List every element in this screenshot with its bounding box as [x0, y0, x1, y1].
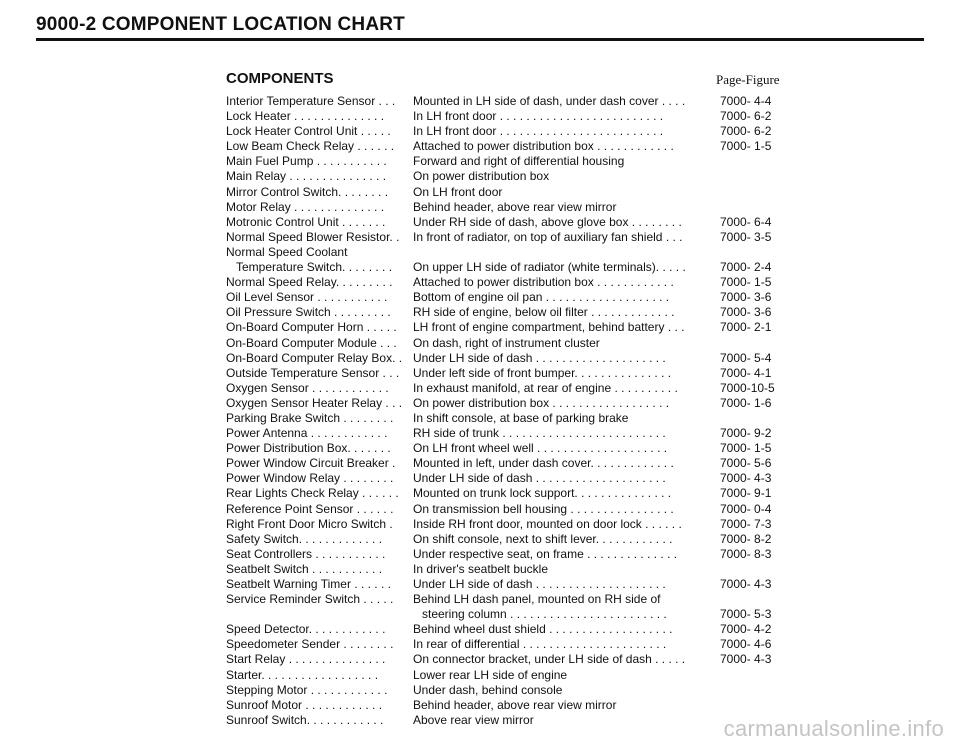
- table-row: [226, 109, 826, 124]
- page-figure-ref: 7000- 4-6: [720, 637, 772, 652]
- page-figure-ref: 7000- 4-1: [720, 365, 772, 380]
- table-row: [226, 215, 826, 230]
- page-figure-ref: 7000- 3-6: [720, 305, 772, 320]
- table-row: [226, 411, 826, 426]
- component-location: Mounted in left, under dash cover. . . . . . . . . . . . .: [413, 456, 674, 471]
- component-location: Mounted in LH side of dash, under dash cover . . . .: [413, 94, 686, 108]
- component-name: Motor Relay . . . . . . . . . . . . . .: [226, 199, 385, 214]
- table-row: [226, 577, 826, 592]
- page-figure-ref: 7000- 5-6: [720, 456, 772, 471]
- component-location: Under RH side of dash, above glove box . . . . . . . .: [413, 214, 682, 229]
- component-name: Main Relay . . . . . . . . . . . . . . .: [226, 169, 387, 184]
- component-location: In driver's seatbelt buckle: [413, 561, 549, 576]
- page-figure-ref: 7000- 4-2: [720, 622, 772, 637]
- page-figure-ref: 7000- 5-3: [720, 607, 772, 622]
- component-name: Mirror Control Switch. . . . . . . .: [226, 184, 389, 199]
- component-location: In LH front door . . . . . . . . . . . . . . . . . . . . . . . . .: [413, 124, 664, 139]
- table-row: [226, 200, 826, 215]
- component-location: On upper LH side of radiator (white terminals). . . . .: [413, 260, 686, 275]
- page-figure-ref: 7000- 0-4: [720, 501, 772, 516]
- component-name: Sunroof Motor . . . . . . . . . . . .: [226, 697, 383, 712]
- component-name: Parking Brake Switch . . . . . . . .: [226, 410, 394, 425]
- component-name: Seatbelt Warning Timer . . . . . .: [226, 577, 391, 591]
- component-name: Normal Speed Coolant: [226, 244, 348, 259]
- component-name: On-Board Computer Horn . . . . .: [226, 320, 397, 335]
- page-figure-ref: 7000- 1-5: [720, 441, 772, 456]
- page-figure-ref: 7000- 6-4: [720, 214, 772, 229]
- table-row: [226, 637, 826, 652]
- table-row: [226, 502, 826, 517]
- table-row: [226, 290, 826, 305]
- component-location: Under LH side of dash . . . . . . . . . . . . . . . . . . . .: [413, 577, 666, 591]
- component-location: Forward and right of differential housing: [413, 154, 625, 169]
- component-location: On LH front wheel well . . . . . . . . . . . . . . . . . . . .: [413, 441, 668, 456]
- table-row: [226, 683, 826, 698]
- component-name: Speed Detector. . . . . . . . . . . .: [226, 622, 386, 637]
- component-name: Service Reminder Switch . . . . .: [226, 592, 394, 607]
- page-figure-ref: 7000-10-5: [720, 380, 775, 395]
- table-row: [226, 230, 826, 245]
- table-row: [226, 607, 826, 622]
- page-figure-ref: 7000- 4-3: [720, 577, 772, 591]
- page-figure-ref: 7000- 9-1: [720, 486, 772, 501]
- page-figure-ref: 7000- 8-3: [720, 546, 772, 561]
- component-name: Power Window Circuit Breaker .: [226, 456, 396, 471]
- table-row: [226, 562, 826, 577]
- component-name: Sunroof Switch. . . . . . . . . . . .: [226, 712, 384, 727]
- component-name: Low Beam Check Relay . . . . . .: [226, 139, 395, 154]
- page-figure-ref: 7000- 4-3: [720, 652, 772, 667]
- component-location: On LH front door: [413, 184, 503, 199]
- page-figure-ref: 7000- 7-3: [720, 516, 772, 531]
- table-row: [226, 305, 826, 320]
- component-location: Behind LH dash panel, mounted on RH side of: [413, 592, 661, 607]
- table-row: [226, 426, 826, 441]
- component-name: Power Distribution Box. . . . . . .: [226, 441, 391, 456]
- component-name: Interior Temperature Sensor . . .: [226, 94, 396, 108]
- component-name: Oxygen Sensor . . . . . . . . . . . .: [226, 380, 389, 395]
- site-watermark: carmanualsonline.info: [723, 716, 944, 741]
- table-row: [226, 124, 826, 139]
- page-figure-ref: 7000- 5-4: [720, 350, 772, 365]
- component-location: steering column . . . . . . . . . . . . . . . . . . . . . . . .: [422, 607, 667, 622]
- component-name: Safety Switch. . . . . . . . . . . . .: [226, 531, 383, 546]
- table-row: [226, 169, 826, 184]
- header-rule: [36, 38, 924, 41]
- component-name: Rear Lights Check Relay . . . . . .: [226, 486, 399, 501]
- component-location: In front of radiator, on top of auxiliary fan shield . . .: [413, 229, 683, 244]
- component-name: Speedometer Sender . . . . . . . .: [226, 637, 394, 652]
- component-name: Seat Controllers . . . . . . . . . . .: [226, 546, 386, 561]
- table-row: [226, 456, 826, 471]
- table-row: [226, 547, 826, 562]
- table-row: [226, 668, 826, 683]
- component-location: In shift console, at base of parking brake: [413, 410, 629, 425]
- component-location: In rear of differential . . . . . . . . . . . . . . . . . . . . . .: [413, 637, 667, 652]
- table-row: [226, 441, 826, 456]
- component-location: Behind wheel dust shield . . . . . . . . . . . . . . . . . . .: [413, 622, 673, 637]
- component-location: RH side of engine, below oil filter . . . . . . . . . . . . .: [413, 305, 675, 320]
- component-name: Lock Heater . . . . . . . . . . . . . .: [226, 109, 385, 124]
- component-name: Reference Point Sensor . . . . . .: [226, 501, 394, 516]
- table-row: [226, 336, 826, 351]
- component-location: Under respective seat, on frame . . . . . . . . . . . . . .: [413, 546, 678, 561]
- component-name: Main Fuel Pump . . . . . . . . . . .: [226, 154, 387, 169]
- page-figure-ref: 7000- 6-2: [720, 124, 772, 139]
- component-name: Oil Pressure Switch . . . . . . . . .: [226, 305, 391, 320]
- page-figure-ref: 7000- 6-2: [720, 109, 772, 124]
- component-name: Temperature Switch. . . . . . . .: [236, 260, 393, 275]
- table-row: [226, 320, 826, 335]
- components-heading: COMPONENTS: [226, 70, 334, 87]
- table-row: [226, 486, 826, 501]
- component-location: Behind header, above rear view mirror: [413, 697, 617, 712]
- component-location: On shift console, next to shift lever. . . . . . . . . . . .: [413, 531, 673, 546]
- table-row: [226, 622, 826, 637]
- table-row: [226, 592, 826, 607]
- component-name: Normal Speed Blower Resistor. .: [226, 229, 400, 244]
- component-name: Outside Temperature Sensor . . .: [226, 365, 400, 380]
- chart-header-title: 9000-2 COMPONENT LOCATION CHART: [36, 14, 405, 35]
- component-name: Power Antenna . . . . . . . . . . . .: [226, 426, 388, 441]
- component-location: Attached to power distribution box . . . . . . . . . . . .: [413, 275, 674, 290]
- page-figure-ref: 7000- 4-3: [720, 471, 772, 486]
- table-row: [226, 366, 826, 381]
- table-row: [226, 245, 826, 260]
- component-location: Attached to power distribution box . . . . . . . . . . . .: [413, 139, 674, 154]
- component-location: On power distribution box: [413, 169, 550, 184]
- table-row: [226, 381, 826, 396]
- component-name: Start Relay . . . . . . . . . . . . . . .: [226, 652, 386, 667]
- component-location: In LH front door . . . . . . . . . . . . . . . . . . . . . . . . .: [413, 109, 664, 124]
- page-figure-ref: 7000- 3-5: [720, 229, 772, 244]
- component-name: Right Front Door Micro Switch .: [226, 516, 393, 531]
- component-location: Behind header, above rear view mirror: [413, 199, 617, 214]
- component-location: On transmission bell housing . . . . . . . . . . . . . . . .: [413, 501, 674, 516]
- component-location: LH front of engine compartment, behind battery . . .: [413, 320, 685, 335]
- component-location: Mounted on trunk lock support. . . . . . . . . . . . . . .: [413, 486, 672, 501]
- table-row: [226, 351, 826, 366]
- component-name: Oxygen Sensor Heater Relay . . .: [226, 395, 403, 410]
- component-location: On connector bracket, under LH side of dash . . . . .: [413, 652, 686, 667]
- component-location: Under LH side of dash . . . . . . . . . . . . . . . . . . . .: [413, 350, 666, 365]
- table-row: [226, 154, 826, 169]
- page-figure-ref: 7000- 2-1: [720, 320, 772, 335]
- page-figure-heading: Page-Figure: [716, 72, 780, 87]
- page-figure-ref: 7000- 3-6: [720, 290, 772, 305]
- component-location: Under LH side of dash . . . . . . . . . . . . . . . . . . . .: [413, 471, 666, 486]
- page-figure-ref: 7000- 1-6: [720, 395, 772, 410]
- component-location: Under left side of front bumper. . . . . . . . . . . . . . .: [413, 365, 672, 380]
- table-row: [226, 275, 826, 290]
- component-name: On-Board Computer Relay Box. .: [226, 350, 403, 365]
- component-name: Stepping Motor . . . . . . . . . . . .: [226, 682, 388, 697]
- component-name: On-Board Computer Module . . .: [226, 335, 397, 350]
- table-row: [226, 139, 826, 154]
- page-figure-ref: 7000- 1-5: [720, 275, 772, 290]
- table-row: [226, 517, 826, 532]
- component-name: Normal Speed Relay. . . . . . . . .: [226, 275, 393, 290]
- component-location: RH side of trunk . . . . . . . . . . . . . . . . . . . . . . . . .: [413, 426, 666, 441]
- component-name: Starter. . . . . . . . . . . . . . . . . .: [226, 667, 379, 682]
- table-row: [226, 260, 826, 275]
- page-figure-ref: 7000- 1-5: [720, 139, 772, 154]
- page-figure-ref: 7000- 4-4: [720, 94, 772, 108]
- component-name: Oil Level Sensor . . . . . . . . . . .: [226, 290, 388, 305]
- table-row: [226, 94, 826, 109]
- table-row: [226, 185, 826, 200]
- component-name: Seatbelt Switch . . . . . . . . . . .: [226, 561, 383, 576]
- table-row: [226, 532, 826, 547]
- component-location: Under dash, behind console: [413, 682, 563, 697]
- table-row: [226, 471, 826, 486]
- component-location: Lower rear LH side of engine: [413, 667, 568, 682]
- component-name: Motronic Control Unit . . . . . . .: [226, 214, 386, 229]
- table-row: [226, 652, 826, 667]
- component-name: Power Window Relay . . . . . . . .: [226, 471, 394, 486]
- page-figure-ref: 7000- 2-4: [720, 260, 772, 275]
- component-location: Inside RH front door, mounted on door lock . . . . . .: [413, 516, 682, 531]
- component-name: Lock Heater Control Unit . . . . .: [226, 124, 391, 139]
- component-table: [226, 94, 826, 728]
- page-figure-ref: 7000- 9-2: [720, 426, 772, 441]
- component-location: Above rear view mirror: [413, 712, 534, 727]
- component-location: In exhaust manifold, at rear of engine . . . . . . . . . .: [413, 380, 678, 395]
- component-location: On dash, right of instrument cluster: [413, 335, 600, 350]
- page-figure-ref: 7000- 8-2: [720, 531, 772, 546]
- table-row: [226, 698, 826, 713]
- component-location: On power distribution box . . . . . . . . . . . . . . . . . .: [413, 395, 670, 410]
- component-location: Bottom of engine oil pan . . . . . . . . . . . . . . . . . . .: [413, 290, 670, 305]
- table-row: [226, 396, 826, 411]
